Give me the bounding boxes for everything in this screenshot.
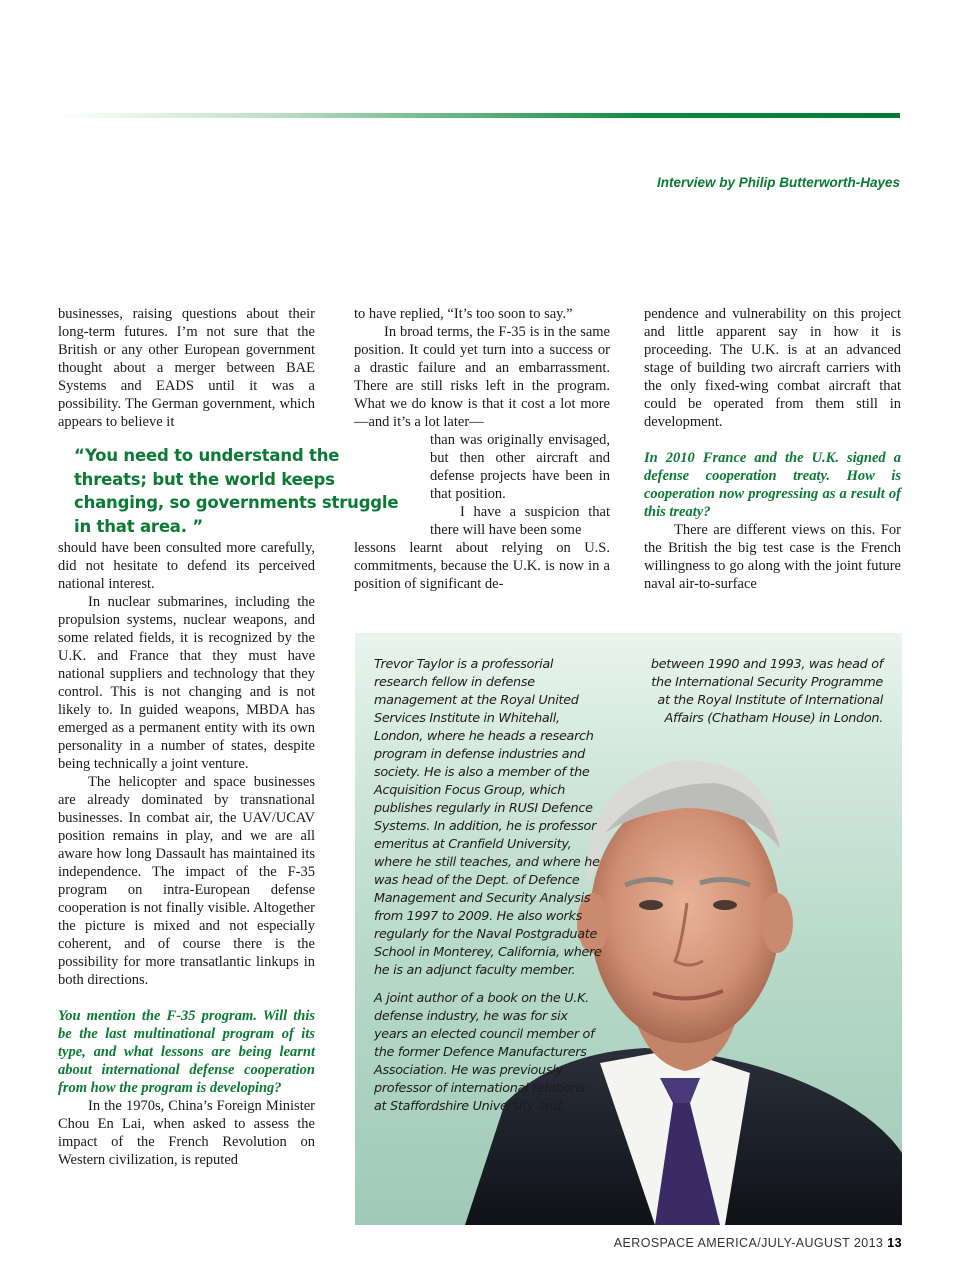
paragraph: businesses, raising questions about their long-term futures. I’m not sure that the British or any other European government thought about a merger between BAE Systems and EADS until it was a possibility. The German government, which appears to believe it xyxy=(58,306,315,430)
interview-question: In 2010 France and the U.K. signed a defense cooperation treaty. How is cooperation now progressing as a result of this treaty? xyxy=(644,450,901,520)
column-1-top xyxy=(58,305,315,431)
byline: Interview by Philip Butterworth-Hayes xyxy=(656,175,900,190)
paragraph: lessons learnt about relying on U.S. commitments, because the U.K. is now in a position of significant de- xyxy=(354,540,610,592)
bio-text-left-2: A joint author of a book on the U.K. defense industry, he was for six years an elected council member of the former Defence Manufacturers Association. He was previously professor of international relations at Staffordshire University and, xyxy=(374,991,595,1114)
paragraph: to have replied, “It’s too soon to say.” xyxy=(354,306,573,322)
page-number: 13 xyxy=(887,1236,902,1250)
interview-question: You mention the F-35 program. Will this be the last multinational program of its type, and what lessons are being learnt about international defense cooperation from how the program is developing? xyxy=(58,1008,315,1096)
paragraph: There are different views on this. For the British the big test case is the French willingness to go along with the joint future naval air-to-surface xyxy=(644,522,901,592)
pull-quote: “You need to understand the threats; but the world keeps changing, so governments struggle in that area. ” xyxy=(74,446,399,536)
paragraph: In broad terms, the F-35 is in the same position. It could yet turn into a success or a drastic failure and an embarrassment. There are still risks left in the program. What we do know is that it cost a lot more—and it’s a lot later— xyxy=(354,324,610,430)
bio-text-left-1: Trevor Taylor is a professorial research fellow in defense management at the Royal United Services Institute in Whitehall, London, where he heads a research program in defense industries and society. He is also a member of the Acquisition Focus Group, which publishes regularly in RUSI Defence Systems. In addition, he is professor emeritus at Cranfield University, where he still teaches, and where he was head of the Dept. of Defence Management and Security Analysis from 1997 to 2009. He also works regularly for the Naval Postgraduate School in Monterey, California, where he is an adjunct faculty member. xyxy=(374,657,602,978)
column-2-wrap xyxy=(430,431,610,539)
paragraph: In the 1970s, China’s Foreign Minister Chou En Lai, when asked to assess the impact of the French Revolution on Western civilization, is reputed xyxy=(58,1098,315,1168)
paragraph: than was originally envisaged, but then other aircraft and defense projects have been in that position. xyxy=(430,432,610,502)
page-footer xyxy=(614,1236,902,1250)
bio-text-right: between 1990 and 1993, was head of the International Security Programme at the Royal Institute of International Affairs (Chatham House) in London. xyxy=(650,657,883,726)
paragraph: pendence and vulnerability on this project and little apparent say in how it is proceeding. The U.K. is at an advanced stage of building two aircraft carriers with the only fixed-wing combat aircraft that could be operated from them still in development. xyxy=(644,306,901,430)
column-3 xyxy=(644,305,901,593)
column-2-top xyxy=(354,305,610,431)
bio-box xyxy=(355,633,902,1225)
paragraph: The helicopter and space businesses are already dominated by transnational businesses. In combat air, the UAV/UCAV position remains in play, and we are all aware how long Dassault has maintained its independence. The impact of the F-35 program on intra-European defense cooperation is not finally visible. Altogether the picture is mixed and not especially coherent, and of course there is the possibility for more transatlantic linkups in both directions. xyxy=(58,774,315,988)
publication-name: AEROSPACE AMERICA/JULY-AUGUST 2013 xyxy=(613,1236,884,1250)
column-2-bottom xyxy=(354,539,610,593)
column-1-bottom xyxy=(58,539,315,1169)
paragraph: In nuclear submarines, including the propulsion systems, nuclear weapons, and some related fields, it is recognized by the U.K. and France that they must have national suppliers and technology that they control. This is not changing and is not likely to. In guided weapons, MBDA has emerged as a permanent entity with its own personality in a number of states, despite being technically a joint venture. xyxy=(58,594,315,772)
paragraph: I have a suspicion that there will have been some xyxy=(430,504,610,538)
header-rule xyxy=(58,113,900,118)
paragraph: should have been consulted more carefully, did not hesitate to defend its perceived national interest. xyxy=(58,540,315,592)
